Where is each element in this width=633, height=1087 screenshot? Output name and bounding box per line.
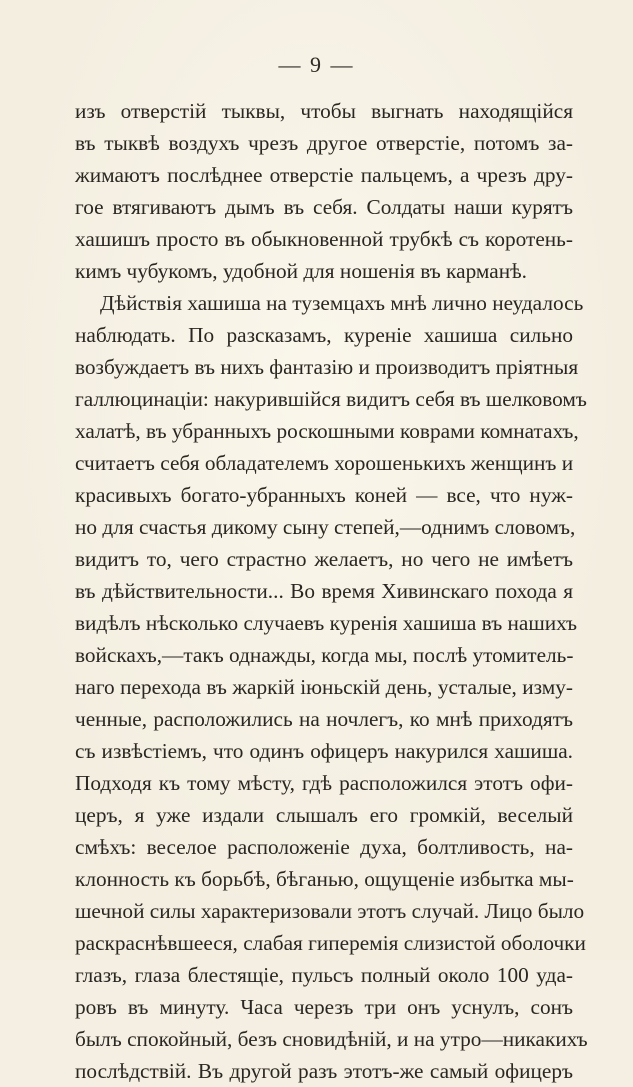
text-line: жимаютъ послѣднее отверстіе пальцемъ, а чрезъ дру-	[75, 163, 573, 187]
text-line: былъ спокойный, безъ сновидѣній, и на утро—никакихъ	[75, 1027, 588, 1051]
text-line: наго перехода въ жаркій іюньскій день, усталые, изму-	[75, 675, 573, 699]
text-line: Подходя къ тому мѣсту, гдѣ расположился этотъ офи-	[75, 771, 573, 795]
paragraph-start-line: Дѣйствія хашиша на туземцахъ мнѣ лично неудалось	[100, 291, 584, 315]
text-line: видитъ то, чего страстно желаетъ, но чего не имѣетъ	[75, 547, 573, 571]
text-line: ровъ въ минуту. Часа черезъ три онъ уснулъ, сонъ	[75, 995, 573, 1019]
text-line: галлюцинаціи: накурившійся видитъ себя въ шелковомъ	[75, 387, 587, 411]
text-line: гое втягиваютъ дымъ въ себя. Солдаты наши курятъ	[75, 195, 573, 219]
text-line: глазъ, глаза блестящіе, пульсъ полный около 100 уда-	[75, 963, 573, 987]
text-line: красивыхъ богато-убранныхъ коней — все, что нуж-	[75, 483, 573, 507]
text-line: церъ, я уже издали слышалъ его громкій, веселый	[75, 803, 573, 827]
text-line: въ тыквѣ воздухъ чрезъ другое отверстіе, потомъ за-	[75, 131, 573, 155]
text-line: хашишъ просто въ обыкновенной трубкѣ съ коротень-	[75, 227, 573, 251]
text-line: кимъ чубукомъ, удобной для ношенія въ карманѣ.	[75, 259, 527, 283]
text-line: считаетъ себя обладателемъ хорошенькихъ женщинъ и	[75, 451, 574, 475]
text-line: возбуждаетъ въ нихъ фантазію и производитъ пріятныя	[75, 355, 579, 379]
text-line: наблюдать. По разсказамъ, куреніе хашиша сильно	[75, 323, 573, 347]
text-line: ченные, расположились на ночлегъ, ко мнѣ приходятъ	[75, 707, 573, 731]
text-line: изъ отверстій тыквы, чтобы выгнать находящійся	[75, 99, 573, 123]
text-line: видѣлъ нѣсколько случаевъ куренія хашиша въ нашихъ	[75, 611, 578, 635]
text-line: съ извѣстіемъ, что одинъ офицеръ накурился хашиша.	[75, 739, 573, 763]
page-number: — 9 —	[278, 52, 355, 77]
text-line: халатѣ, въ убранныхъ роскошными коврами комнатахъ,	[75, 419, 579, 443]
text-line: смѣхъ: веселое расположеніе духа, болтливость, на-	[75, 835, 573, 859]
text-line: но для счастья дикому сыну степей,—однимъ словомъ,	[75, 515, 576, 539]
text-line: клонность къ борьбѣ, бѣганью, ощущеніе избытка мы-	[75, 867, 574, 891]
body-text	[75, 95, 588, 1087]
text-line: войскахъ,—такъ однажды, когда мы, послѣ утомитель-	[75, 643, 574, 667]
text-line: въ дѣйствительности... Во время Хивинскаго похода я	[75, 579, 573, 603]
text-line: послѣдствій. Въ другой разъ этотъ-же самый офицеръ	[75, 1059, 573, 1083]
text-line: шечной силы характеризовали этотъ случай. Лицо было	[75, 899, 585, 923]
text-line: раскраснѣвшееся, слабая гиперемія слизистой оболочки	[75, 931, 586, 955]
